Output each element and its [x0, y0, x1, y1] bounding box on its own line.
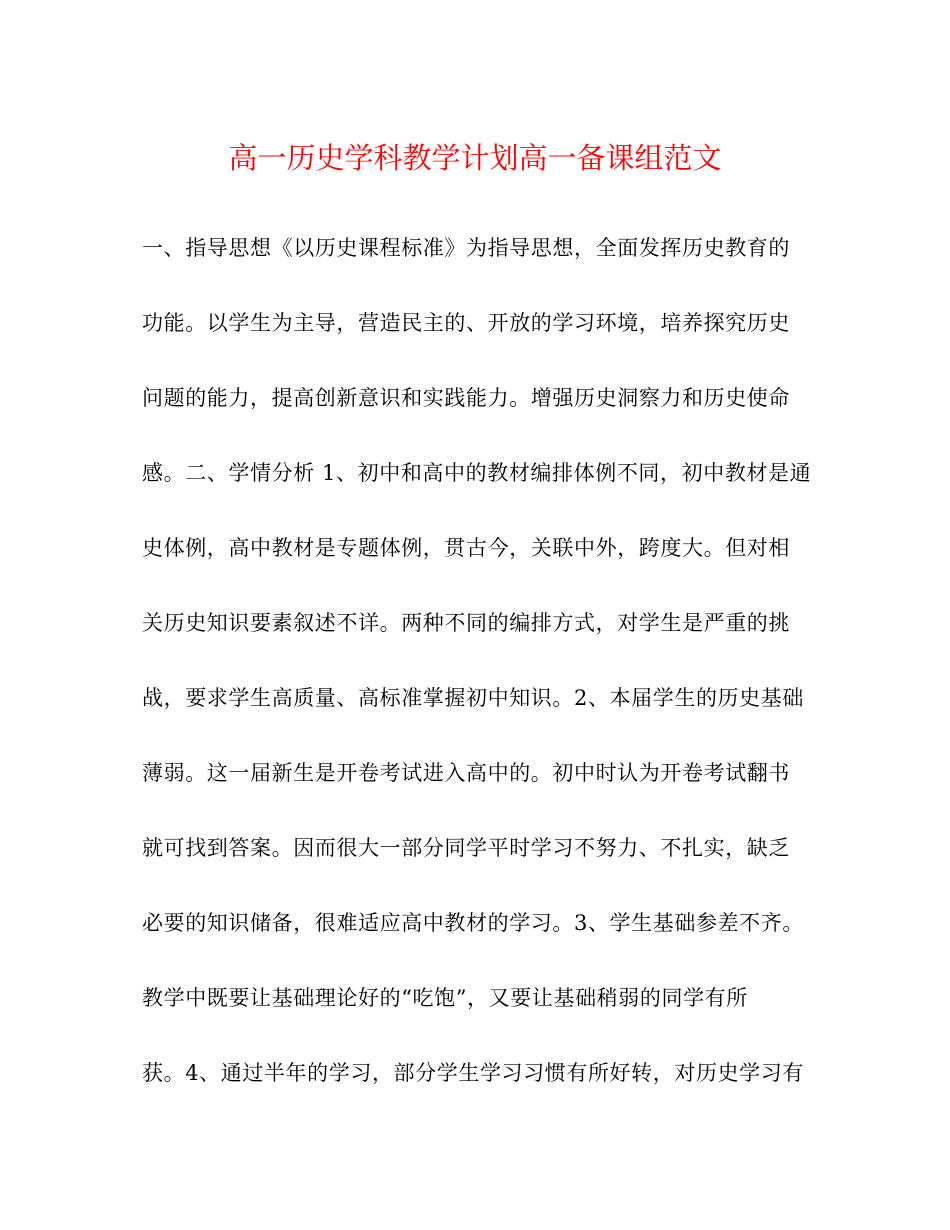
body-line: 战，要求学生高质量、高标准掌握初中知识。2、本届学生的历史基础 — [142, 686, 804, 710]
document-title: 高一历史学科教学计划高一备课组范文 — [228, 141, 722, 175]
body-line: 问题的能力，提高创新意识和实践能力。增强历史洞察力和历史使命 — [142, 386, 790, 410]
body-line: 关历史知识要素叙述不详。两种不同的编排方式，对学生是严重的挑 — [142, 611, 790, 635]
document-body — [142, 228, 822, 1128]
body-line: 功能。以学生为主导，营造民主的、开放的学习环境，培养探究历史 — [142, 311, 790, 335]
body-line: 一、指导思想《以历史课程标准》为指导思想，全面发挥历史教育的 — [142, 236, 790, 260]
body-line: 必要的知识储备，很难适应高中教材的学习。3、学生基础参差不齐。 — [142, 911, 804, 935]
body-line: 薄弱。这一届新生是开卷考试进入高中的。初中时认为开卷考试翻书 — [142, 761, 790, 785]
body-line: 就可找到答案。因而很大一部分同学平时学习不努力、不扎实，缺乏 — [142, 836, 790, 860]
body-line: 史体例，高中教材是专题体例，贯古今，关联中外，跨度大。但对相 — [142, 536, 790, 560]
body-line: 教学中既要让基础理论好的“吃饱”，又要让基础稍弱的同学有所 — [142, 986, 748, 1010]
body-line: 感。二、学情分析 1、初中和高中的教材编排体例不同，初中教材是通 — [142, 461, 812, 485]
body-line: 获。4、通过半年的学习，部分学生学习习惯有所好转，对历史学习有 — [142, 1061, 804, 1085]
